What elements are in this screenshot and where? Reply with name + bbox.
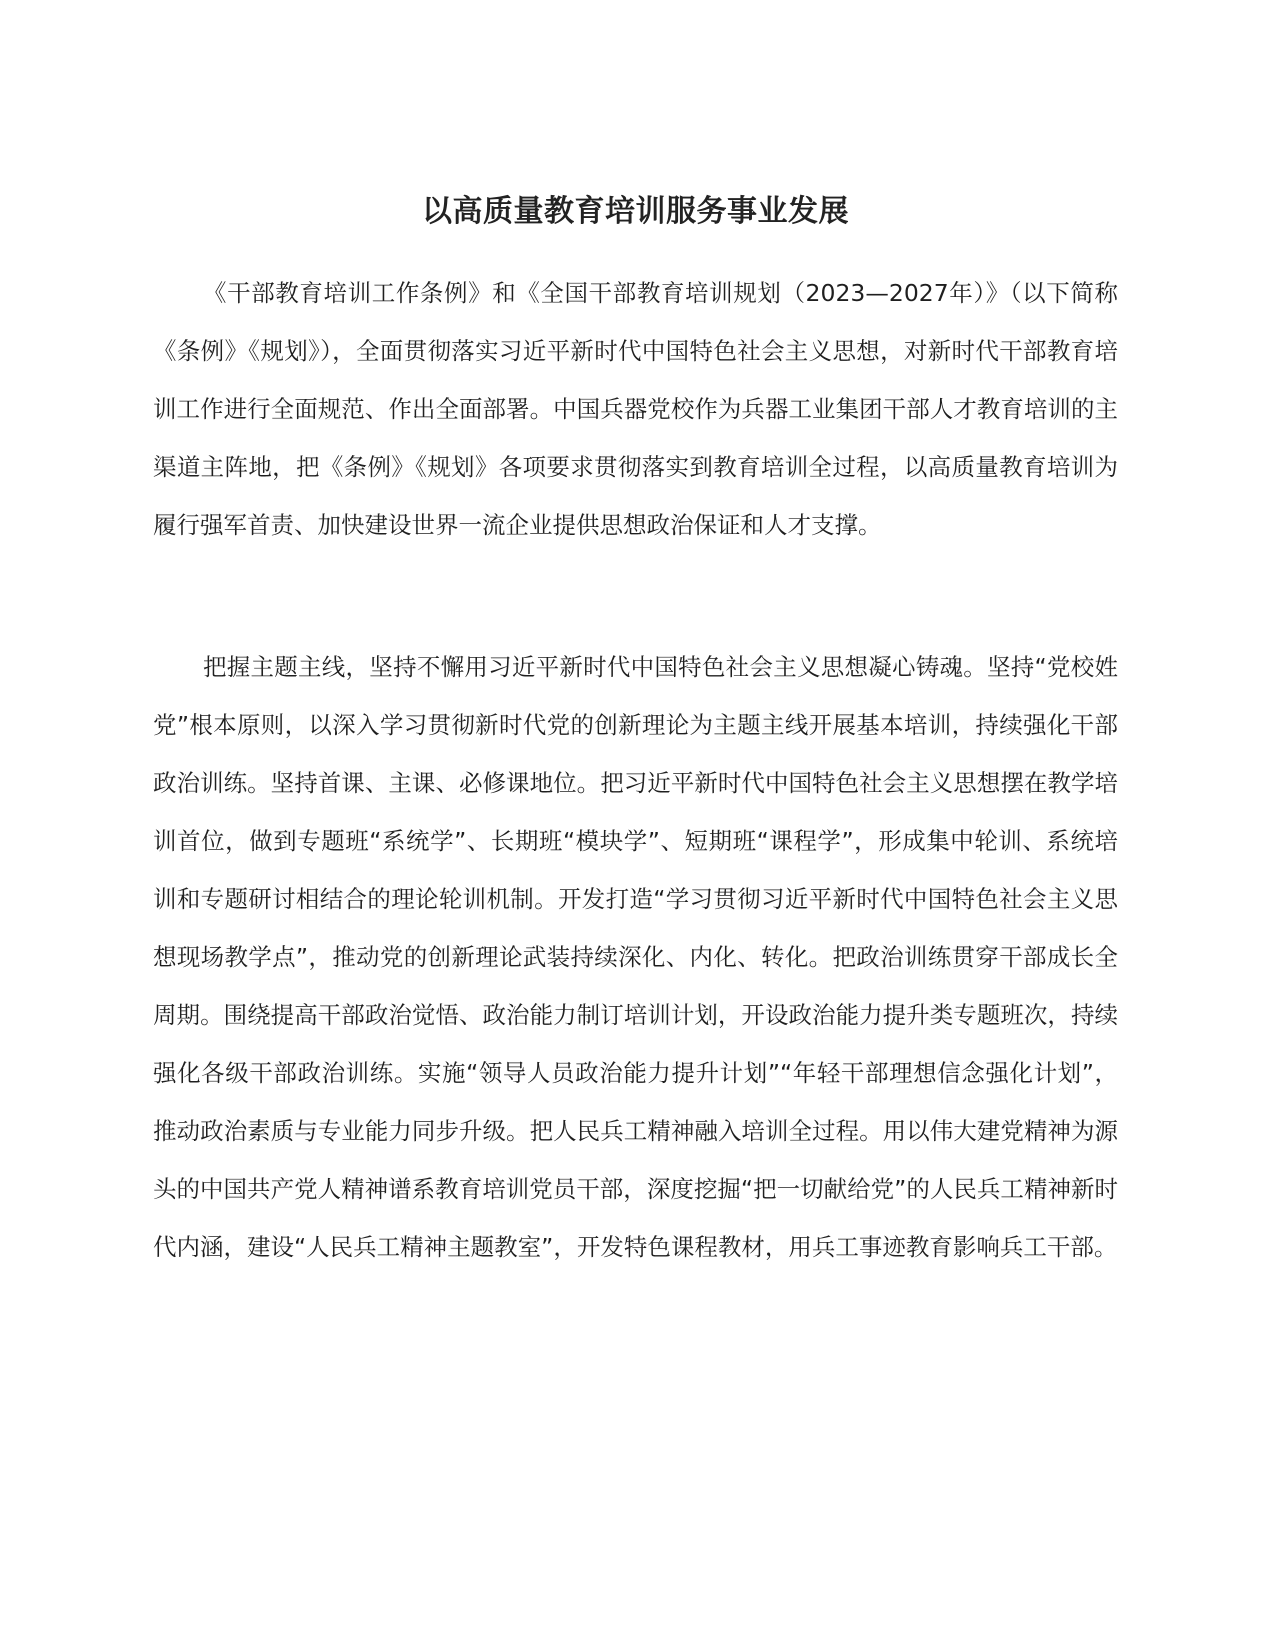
body-paragraph: 把握主题主线，坚持不懈用习近平新时代中国特色社会主义思想凝心铸魂。坚持“党校姓党”根本原则，以深入学习贯彻新时代党的创新理论为主题主线开展基本培训，持续强化干部政治训练。坚持首课、主课、必修课地位。把习近平新时代中国特色社会主义思想摆在教学培训首位，做到专题班“系统学”、长期班“模块学”、短期班“课程学”，形成集中轮训、系统培训和专题研讨相结合的理论轮训机制。开发打造“学习贯彻习近平新时代中国特色社会主义思想现场教学点”，推动党的创新理论武装持续深化、内化、转化。把政治训练贯穿干部成长全周期。围绕提高干部政治觉悟、政治能力制订培训计划，开设政治能力提升类专题班次，持续强化各级干部政治训练。实施“领导人员政治能力提升计划”“年轻干部理想信念强化计划”，推动政治素质与专业能力同步升级。把人民兵工精神融入培训全过程。用以伟大建党精神为源头的中国共产党人精神谱系教育培训党员干部，深度挖掘“把一切献给党”的人民兵工精神新时代内涵，建设“人民兵工精神主题教室”，开发特色课程教材，用兵工事迹教育影响兵工干部。 bbox=[153, 653, 1118, 1261]
body-paragraph: 《干部教育培训工作条例》和《全国干部教育培训规划（2023—2027年）》（以下简称《条例》《规划》），全面贯彻落实习近平新时代中国特色社会主义思想，对新时代干部教育培训工作进行全面规范、作出全面部署。中国兵器党校作为兵器工业集团干部人才教育培训的主渠道主阵地，把《条例》《规划》各项要求贯彻落实到教育培训全过程，以高质量教育培训为履行强军首责、加快建设世界一流企业提供思想政治保证和人才支撑。 bbox=[153, 279, 1118, 539]
document-title: 以高质量教育培训服务事业发展 bbox=[422, 194, 849, 229]
